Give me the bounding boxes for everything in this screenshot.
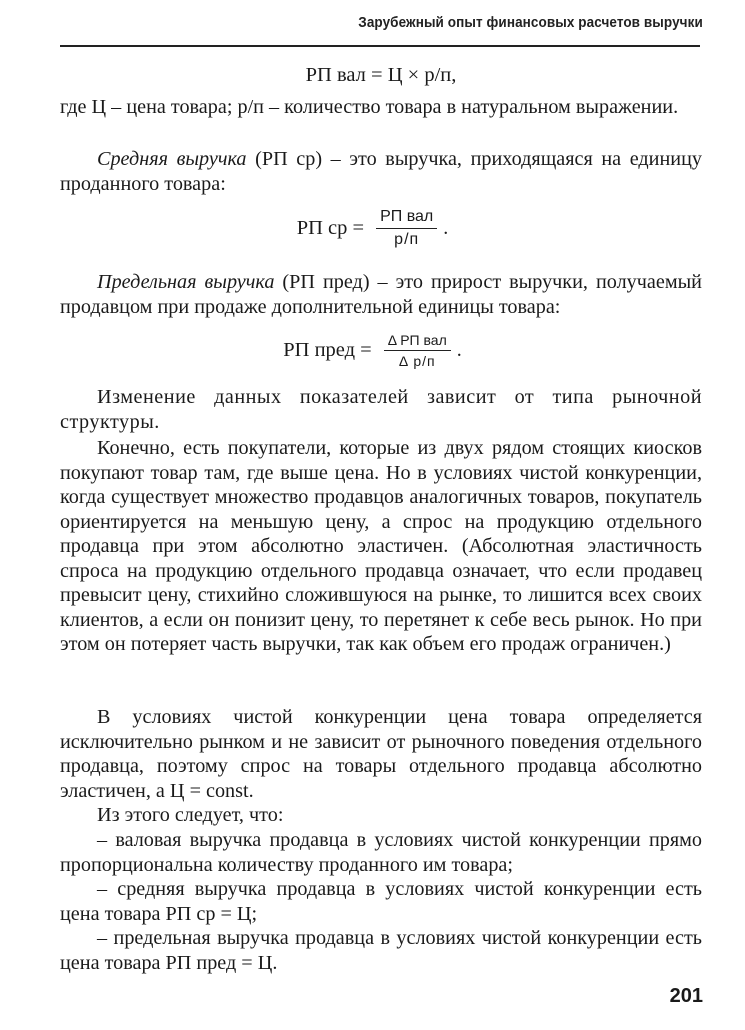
paragraph-pure-competition — [60, 705, 702, 803]
fraction-denominator: р/п — [394, 231, 420, 248]
paragraph-definition-price — [60, 95, 702, 120]
paragraph-average-revenue — [60, 147, 702, 196]
fraction-denominator: Δ р/п — [398, 353, 436, 369]
formula-gross-revenue: РП вал = Ц × р/п, — [305, 64, 457, 86]
fraction — [376, 208, 437, 249]
list-item — [60, 926, 702, 975]
paragraph-text: Изменение данных показателей зависит от типа рыночной структуры. — [60, 386, 702, 433]
list-item — [60, 828, 702, 877]
header-rule — [60, 45, 700, 47]
paragraph-conclusion-intro — [60, 803, 702, 828]
paragraph-buyers — [60, 436, 702, 657]
list-item-text: – валовая выручка продавца в условиях чистой конкуренции прямо пропорциональна количеству проданного им товара; — [60, 829, 702, 876]
paragraph-text: (РП пред) – это прирост выручки, получаемый продавцом при продаже дополнительной единицы товара: — [60, 271, 702, 318]
formula-end: . — [443, 217, 449, 239]
list-item-text: – средняя выручка продавца в условиях чистой конкуренции есть цена товара РП ср = Ц; — [60, 878, 702, 925]
list-item — [60, 877, 702, 926]
formula-marginal-revenue — [0, 332, 745, 369]
fraction-numerator: РП вал — [376, 208, 437, 229]
term-marginal-revenue: Предельная выручка — [97, 271, 275, 293]
page-number: 201 — [669, 985, 703, 1007]
paragraph-text: Из этого следует, что: — [97, 804, 284, 826]
formula-lhs: РП пред = — [283, 339, 372, 361]
running-header: Зарубежный опыт финансовых расчетов выручки — [358, 14, 703, 31]
paragraph-marginal-revenue — [60, 270, 702, 319]
paragraph-market-structure — [60, 385, 702, 434]
list-item-text: – предельная выручка продавца в условиях чистой конкуренции есть цена товара РП пред = Ц. — [60, 927, 702, 974]
formula-end: . — [456, 339, 462, 361]
paragraph-text: где Ц – цена товара; р/п – количество товара в натуральном выражении. — [60, 96, 679, 118]
paragraph-text: В условиях чистой конкуренции цена товара определяется исключительно рынком и не зависит от рыночного поведения отдельного продавца, поэтому спрос на товары отдельного продавца абсолютно эластичен, а Ц = const. — [60, 706, 702, 802]
fraction — [384, 332, 451, 369]
fraction-numerator: Δ РП вал — [384, 332, 451, 351]
formula-lhs: РП ср = — [296, 217, 365, 239]
paragraph-text: Конечно, есть покупатели, которые из двух рядом стоящих киосков покупают товар там, где выше цена. Но в условиях чистой конкуренции, когда существует множество продавцов аналогичных товаров, покупатель ориентируется на меньшую цену, а спрос на продукцию отдельного продавца при этом абсолютно эластичен. (Абсолютная эластичность спроса на продукцию отдельного продавца означает, что если продавец превысит цену, стихийно сложившуюся на рынке, то лишится всех своих клиентов, а если он понизит цену, то перетянет к себе весь рынок. Но при этом он потеряет часть выручки, так как объем его продаж ограничен.) — [60, 437, 702, 655]
term-average-revenue: Средняя выручка — [97, 148, 247, 170]
paragraph-text: (РП ср) – это выручка, приходящаяся на единицу проданного товара: — [60, 148, 702, 195]
formula-average-revenue — [0, 208, 745, 249]
